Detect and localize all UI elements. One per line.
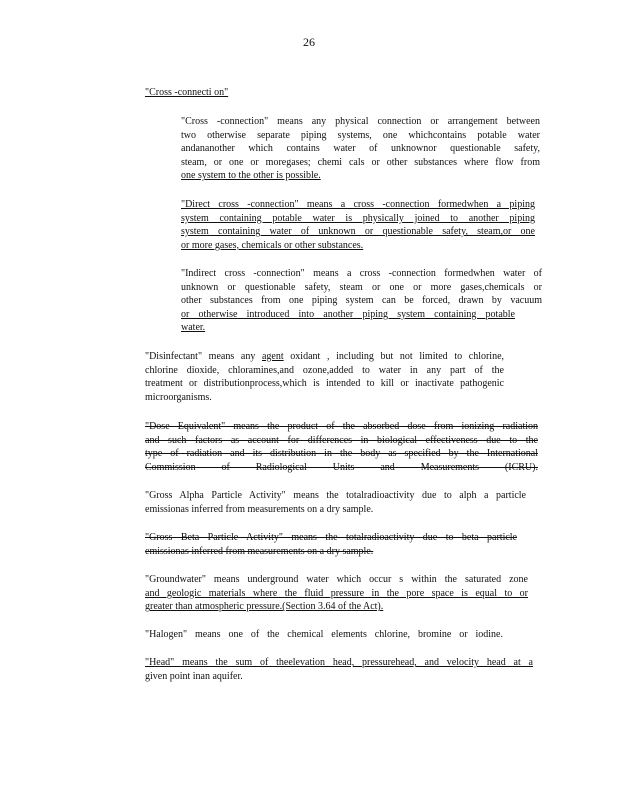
definition-cross-connection xyxy=(181,115,540,183)
definition-dose-equivalent xyxy=(145,420,538,474)
definition-line: water. xyxy=(181,322,206,334)
definition-line: two otherwise separate piping systems, one whichcontains potable water xyxy=(181,129,540,141)
definition-gross-beta xyxy=(145,531,517,558)
definition-direct-cross-connection xyxy=(181,198,535,252)
heading-text: "Cross -connecti on" xyxy=(145,87,229,98)
definition-line: "Head" means the sum of theelevation head, pressurehead, and velocity head at a xyxy=(145,657,533,668)
definition-line: given point inan aquifer. xyxy=(145,670,243,682)
definition-line: "Gross Alpha Particle Activity" means the totalradioactivity due to alph a particle xyxy=(145,490,526,501)
definition-line: "Halogen" means one of the chemical elements chlorine, bromine or iodine. xyxy=(145,629,503,640)
definition-line: "Gross Beta Particle Activity" means the totalradioactivity due to beta particle xyxy=(145,532,517,543)
definition-line: and geologic materials where the fluid pressure in the pore space is equal to or xyxy=(145,587,528,599)
definition-disinfectant xyxy=(145,350,504,404)
definition-line: emissionas inferred from measurements on a dry sample. xyxy=(145,503,374,515)
definition-groundwater xyxy=(145,573,528,614)
definition-line: steam, or one or moregases; chemi cals or other substances where flow from xyxy=(181,156,540,168)
definition-line: treatment or distributionprocess,which is intended to kill or inactivate pathogenic xyxy=(145,378,504,390)
definition-line: "Disinfectant" means any agent oxidant , including but not limited to chlorine, xyxy=(145,351,505,362)
definition-line: type of radiation and its distribution in the body as specified by the International xyxy=(145,448,538,460)
definition-line: chlorine dioxide, chloramines,and ozone,added to water in any part of the xyxy=(145,364,504,376)
definition-line: Commission of Radiological Units and Measurements (ICRU). xyxy=(145,461,538,473)
definition-line: unknown or questionable safety, steam or one or more gases,chemicals or xyxy=(181,281,542,293)
definition-line: "Indirect cross -connection" means a cross -connection formedwhen water of xyxy=(181,268,542,279)
definition-line: system containing water of unknown or questionable safety, steam,or one xyxy=(181,226,535,238)
definition-gross-alpha xyxy=(145,489,526,516)
definition-line: or otherwise introduced into another piping system containing potable xyxy=(181,308,515,320)
definition-line: one system to the other is possible. xyxy=(181,170,321,182)
definition-line: "Dose Equivalent" means the product of the absorbed dose from ionizing radiation xyxy=(145,421,538,432)
definition-line: microorganisms. xyxy=(145,391,212,403)
definition-line: emissionas inferred from measurements on a dry sample. xyxy=(145,545,374,557)
definition-line: system containing potable water is physically joined to another piping xyxy=(181,212,535,224)
section-heading xyxy=(145,86,228,100)
definition-line: and such factors as account for differences in biological effectiveness due to the xyxy=(145,434,538,446)
definition-line: "Direct cross -connection" means a cross -connection formedwhen a piping xyxy=(181,199,535,210)
definition-line: greater than atmospheric pressure.(Section 3.64 of the Act). xyxy=(145,601,384,613)
definition-line: or more gases, chemicals or other substances. xyxy=(181,239,364,251)
definition-indirect-cross-connection xyxy=(181,267,542,335)
definition-head xyxy=(145,656,533,683)
definition-line: other substances from one piping system can be forced, drawn by vacuum xyxy=(181,295,542,307)
definition-line: "Cross -connection" means any physical connection or arrangement between xyxy=(181,116,540,127)
definition-line: "Groundwater" means underground water which occur s within the saturated zone xyxy=(145,574,528,585)
definition-line: andananother which contains water of unknownor questionable safety, xyxy=(181,143,540,155)
definition-halogen xyxy=(145,628,503,642)
page-number: 26 xyxy=(303,35,315,49)
